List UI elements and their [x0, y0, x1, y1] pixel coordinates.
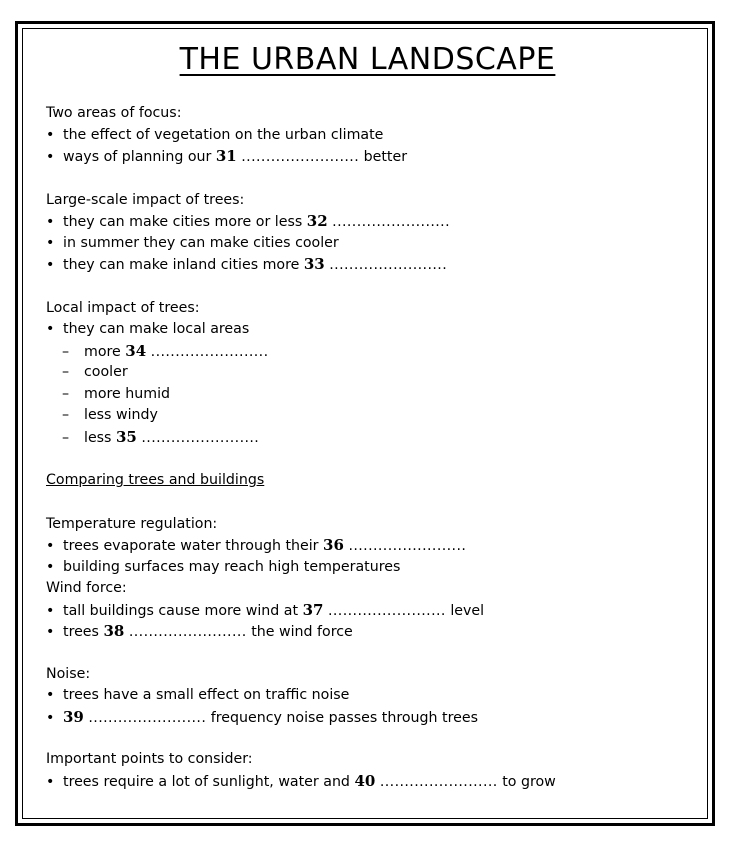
section-heading: Noise: [46, 665, 91, 682]
bullet-item-q38 [46, 621, 686, 643]
bullet-item [46, 319, 686, 341]
question-number: 33 [303, 255, 325, 273]
section-heading: Local impact of trees: [46, 299, 200, 316]
bullet-item-q39 [46, 707, 686, 729]
question-number: 38 [103, 622, 125, 640]
question-number: 39 [63, 707, 84, 726]
section-heading: Temperature regulation: [46, 515, 218, 532]
dash-item-q35 [46, 427, 686, 449]
notes-content [46, 103, 686, 792]
answer-blank-33[interactable]: ........................ [329, 257, 448, 273]
dash-text: more humid [84, 385, 171, 402]
answer-blank-37[interactable]: ........................ [327, 602, 446, 619]
bullet-text: tall buildings cause more wind at [63, 602, 299, 619]
section-heading: Important points to consider: [46, 751, 253, 767]
question-number: 36 [323, 536, 344, 554]
dash-text: cooler [84, 364, 128, 380]
answer-blank-38[interactable]: ........................ [128, 624, 247, 640]
section-subtitle: Comparing trees and buildings [46, 472, 265, 488]
question-number: 35 [115, 427, 137, 446]
bullet-item [46, 233, 686, 255]
bullet-item-q36 [46, 535, 686, 557]
bullet-text: trees require a lot of sunlight, water and [63, 773, 350, 790]
dash-text: less [84, 429, 112, 446]
bullet-text: they can make local areas [63, 321, 250, 337]
bullet-item-q37 [46, 600, 686, 622]
bullet-text: in summer they can make cities cooler [63, 234, 339, 251]
bullet-item [46, 685, 686, 707]
answer-blank-35[interactable]: ........................ [141, 429, 260, 446]
dash-item-q34 [46, 341, 686, 363]
bullet-text: level [450, 602, 485, 619]
bullet-text: to grow [502, 773, 556, 790]
question-number: 32 [306, 212, 328, 230]
bullet-item-q40 [46, 771, 686, 793]
section-heading: Two areas of focus: [46, 105, 182, 121]
answer-blank-39[interactable]: ........................ [88, 709, 207, 726]
bullet-text: frequency noise passes through trees [210, 709, 478, 726]
bullet-text: they can make inland cities more [63, 257, 300, 273]
dash-text: less windy [84, 407, 158, 423]
bullet-text: ways of planning our [63, 149, 212, 165]
dash-text: more [84, 343, 121, 360]
dash-item [46, 362, 686, 384]
bullet-text: they can make cities more or less [63, 214, 303, 230]
bullet-text: trees evaporate water through their [63, 538, 319, 554]
section-heading: Large-scale impact of trees: [46, 191, 245, 208]
answer-blank-32[interactable]: ........................ [332, 214, 451, 230]
bullet-text: the effect of vegetation on the urban climate [63, 126, 384, 143]
dash-item [46, 384, 686, 406]
answer-blank-31[interactable]: ........................ [241, 149, 360, 165]
dash-item [46, 405, 686, 427]
question-number: 31 [215, 147, 237, 165]
bullet-item-q32 [46, 211, 686, 233]
bullet-text: better [363, 149, 408, 165]
bullet-item-q33 [46, 254, 686, 276]
page-title-text: THE URBAN LANDSCAPE [179, 42, 556, 77]
bullet-text: trees [63, 624, 99, 640]
answer-blank-34[interactable]: ........................ [150, 343, 269, 360]
question-number: 40 [354, 771, 376, 790]
question-number: 34 [125, 341, 147, 360]
bullet-item [46, 557, 686, 579]
bullet-item [46, 125, 686, 147]
answer-blank-36[interactable]: ........................ [348, 538, 467, 554]
bullet-text: trees have a small effect on traffic noise [63, 687, 350, 703]
question-number: 37 [302, 600, 324, 619]
section-heading: Wind force: [46, 580, 127, 596]
answer-blank-40[interactable]: ........................ [379, 773, 498, 790]
bullet-item-q31 [46, 146, 686, 168]
page-title [0, 42, 735, 77]
bullet-text: the wind force [251, 624, 353, 640]
bullet-text: building surfaces may reach high temperatures [63, 558, 401, 575]
